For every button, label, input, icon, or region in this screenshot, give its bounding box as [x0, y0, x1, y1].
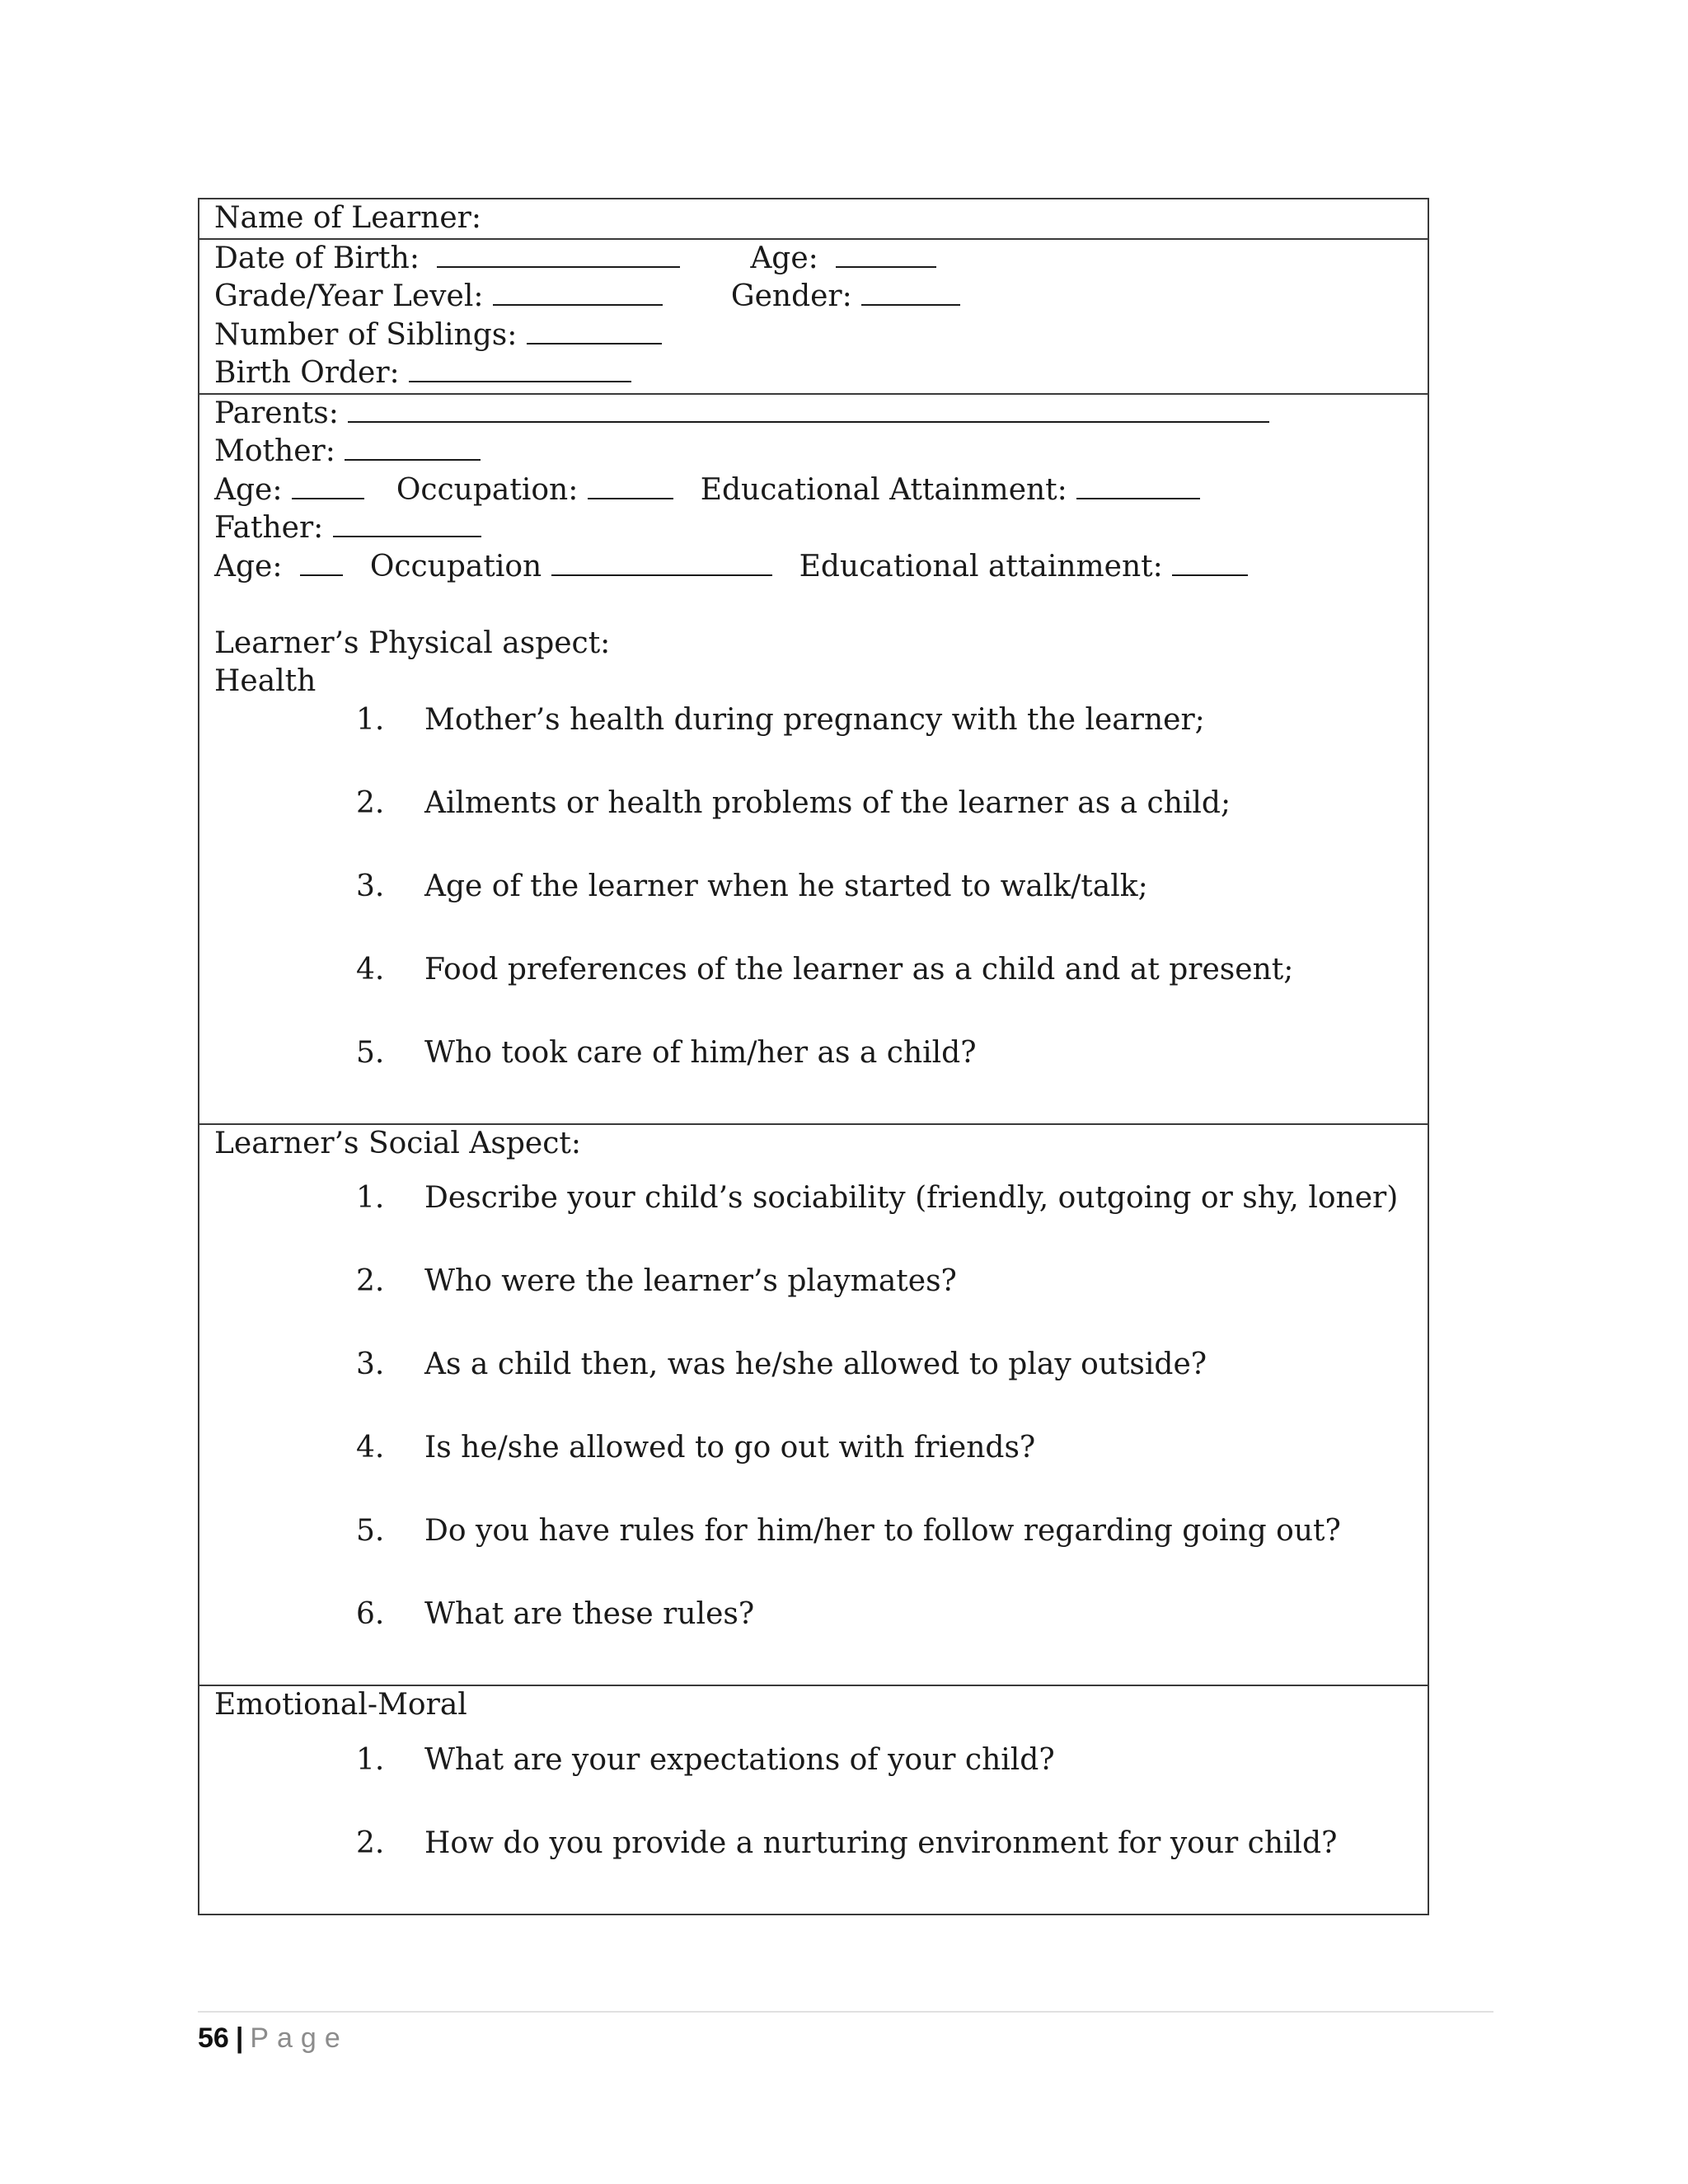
birth-order-row: [214, 354, 1413, 393]
list-item: 3. Age of the learner when he started to walk/talk;: [356, 869, 1148, 903]
dob-row: [214, 240, 1413, 279]
name-of-learner-label: Name of Learner:: [214, 201, 481, 235]
health-subtitle: Health: [214, 664, 316, 698]
dob-label: Date of Birth:: [214, 241, 420, 275]
list-item: 1. Describe your child’s sociability (friendly, outgoing or shy, loner): [356, 1181, 1399, 1215]
father-label: Father:: [214, 511, 324, 545]
social-questions-list: [214, 1179, 1413, 1633]
birth-order-label: Birth Order:: [214, 356, 400, 390]
page-number: 56: [198, 2022, 229, 2054]
page-word: Page: [250, 2022, 349, 2054]
father-age-label: Age:: [214, 549, 283, 583]
mother-education-blank[interactable]: [1076, 471, 1200, 499]
mother-occupation-blank[interactable]: [588, 471, 673, 499]
siblings-row: [214, 316, 1413, 355]
list-item: 6. What are these rules?: [356, 1597, 755, 1631]
mother-age-blank[interactable]: [292, 471, 364, 499]
list-item: 4. Is he/she allowed to go out with friends?: [356, 1431, 1036, 1465]
parents-label: Parents:: [214, 396, 339, 430]
list-item: 2. Ailments or health problems of the learner as a child;: [356, 785, 1231, 820]
parents-blank[interactable]: [348, 395, 1269, 423]
gender-blank[interactable]: [861, 278, 960, 306]
list-item: 1. Mother’s health during pregnancy with the learner;: [356, 702, 1205, 737]
father-occupation-blank[interactable]: [551, 548, 772, 576]
father-occupation-label: Occupation: [369, 549, 542, 583]
list-item: 2. Who were the learner’s playmates?: [356, 1264, 957, 1298]
list-item: 5. Do you have rules for him/her to follow regarding going out?: [356, 1514, 1341, 1548]
social-section: [199, 1123, 1428, 1685]
father-education-label: Educational attainment:: [799, 549, 1163, 583]
list-item: 1. What are your expectations of your child?: [356, 1742, 1055, 1777]
parents-physical-section: [199, 393, 1428, 1123]
footer-separator: |: [235, 2022, 244, 2054]
mother-occupation-label: Occupation:: [396, 472, 579, 507]
parents-row: [214, 395, 1413, 434]
father-details-row: [214, 548, 1413, 587]
mother-label: Mother:: [214, 434, 335, 468]
mother-details-row: [214, 471, 1413, 510]
siblings-label: Number of Siblings:: [214, 317, 518, 352]
emotional-moral-section: [199, 1685, 1428, 1914]
physical-questions-list: [214, 701, 1413, 1072]
emotional-questions-list: [214, 1741, 1413, 1863]
grade-row: [214, 278, 1413, 316]
social-aspect-title: Learner’s Social Aspect:: [214, 1126, 581, 1160]
gender-label: Gender:: [730, 279, 852, 313]
age-label: Age:: [750, 241, 818, 275]
mother-education-label: Educational Attainment:: [700, 472, 1067, 507]
learner-profile-form: [198, 198, 1429, 1915]
birth-order-blank[interactable]: [409, 354, 631, 382]
age-blank[interactable]: [836, 240, 936, 268]
grade-blank[interactable]: [493, 278, 663, 306]
father-age-blank[interactable]: [300, 548, 343, 576]
father-row: [214, 509, 1413, 548]
page-footer: [198, 2011, 1493, 2055]
mother-age-label: Age:: [214, 472, 283, 507]
spacer: [214, 586, 1413, 625]
physical-aspect-title: Learner’s Physical aspect:: [214, 626, 611, 660]
list-item: 2. How do you provide a nurturing environment for your child?: [356, 1825, 1338, 1860]
list-item: 4. Food preferences of the learner as a child and at present;: [356, 952, 1294, 987]
grade-label: Grade/Year Level:: [214, 279, 484, 313]
list-item: 5. Who took care of him/her as a child?: [356, 1035, 977, 1070]
dob-blank[interactable]: [437, 240, 680, 268]
name-section: [199, 199, 1428, 238]
list-item: 3. As a child then, was he/she allowed to play outside?: [356, 1347, 1207, 1381]
mother-blank[interactable]: [345, 433, 481, 461]
father-blank[interactable]: [333, 509, 481, 537]
siblings-blank[interactable]: [527, 316, 662, 344]
emotional-moral-title: Emotional-Moral: [214, 1688, 467, 1722]
mother-row: [214, 433, 1413, 471]
learner-info-section: [199, 238, 1428, 393]
father-education-blank[interactable]: [1172, 548, 1248, 576]
